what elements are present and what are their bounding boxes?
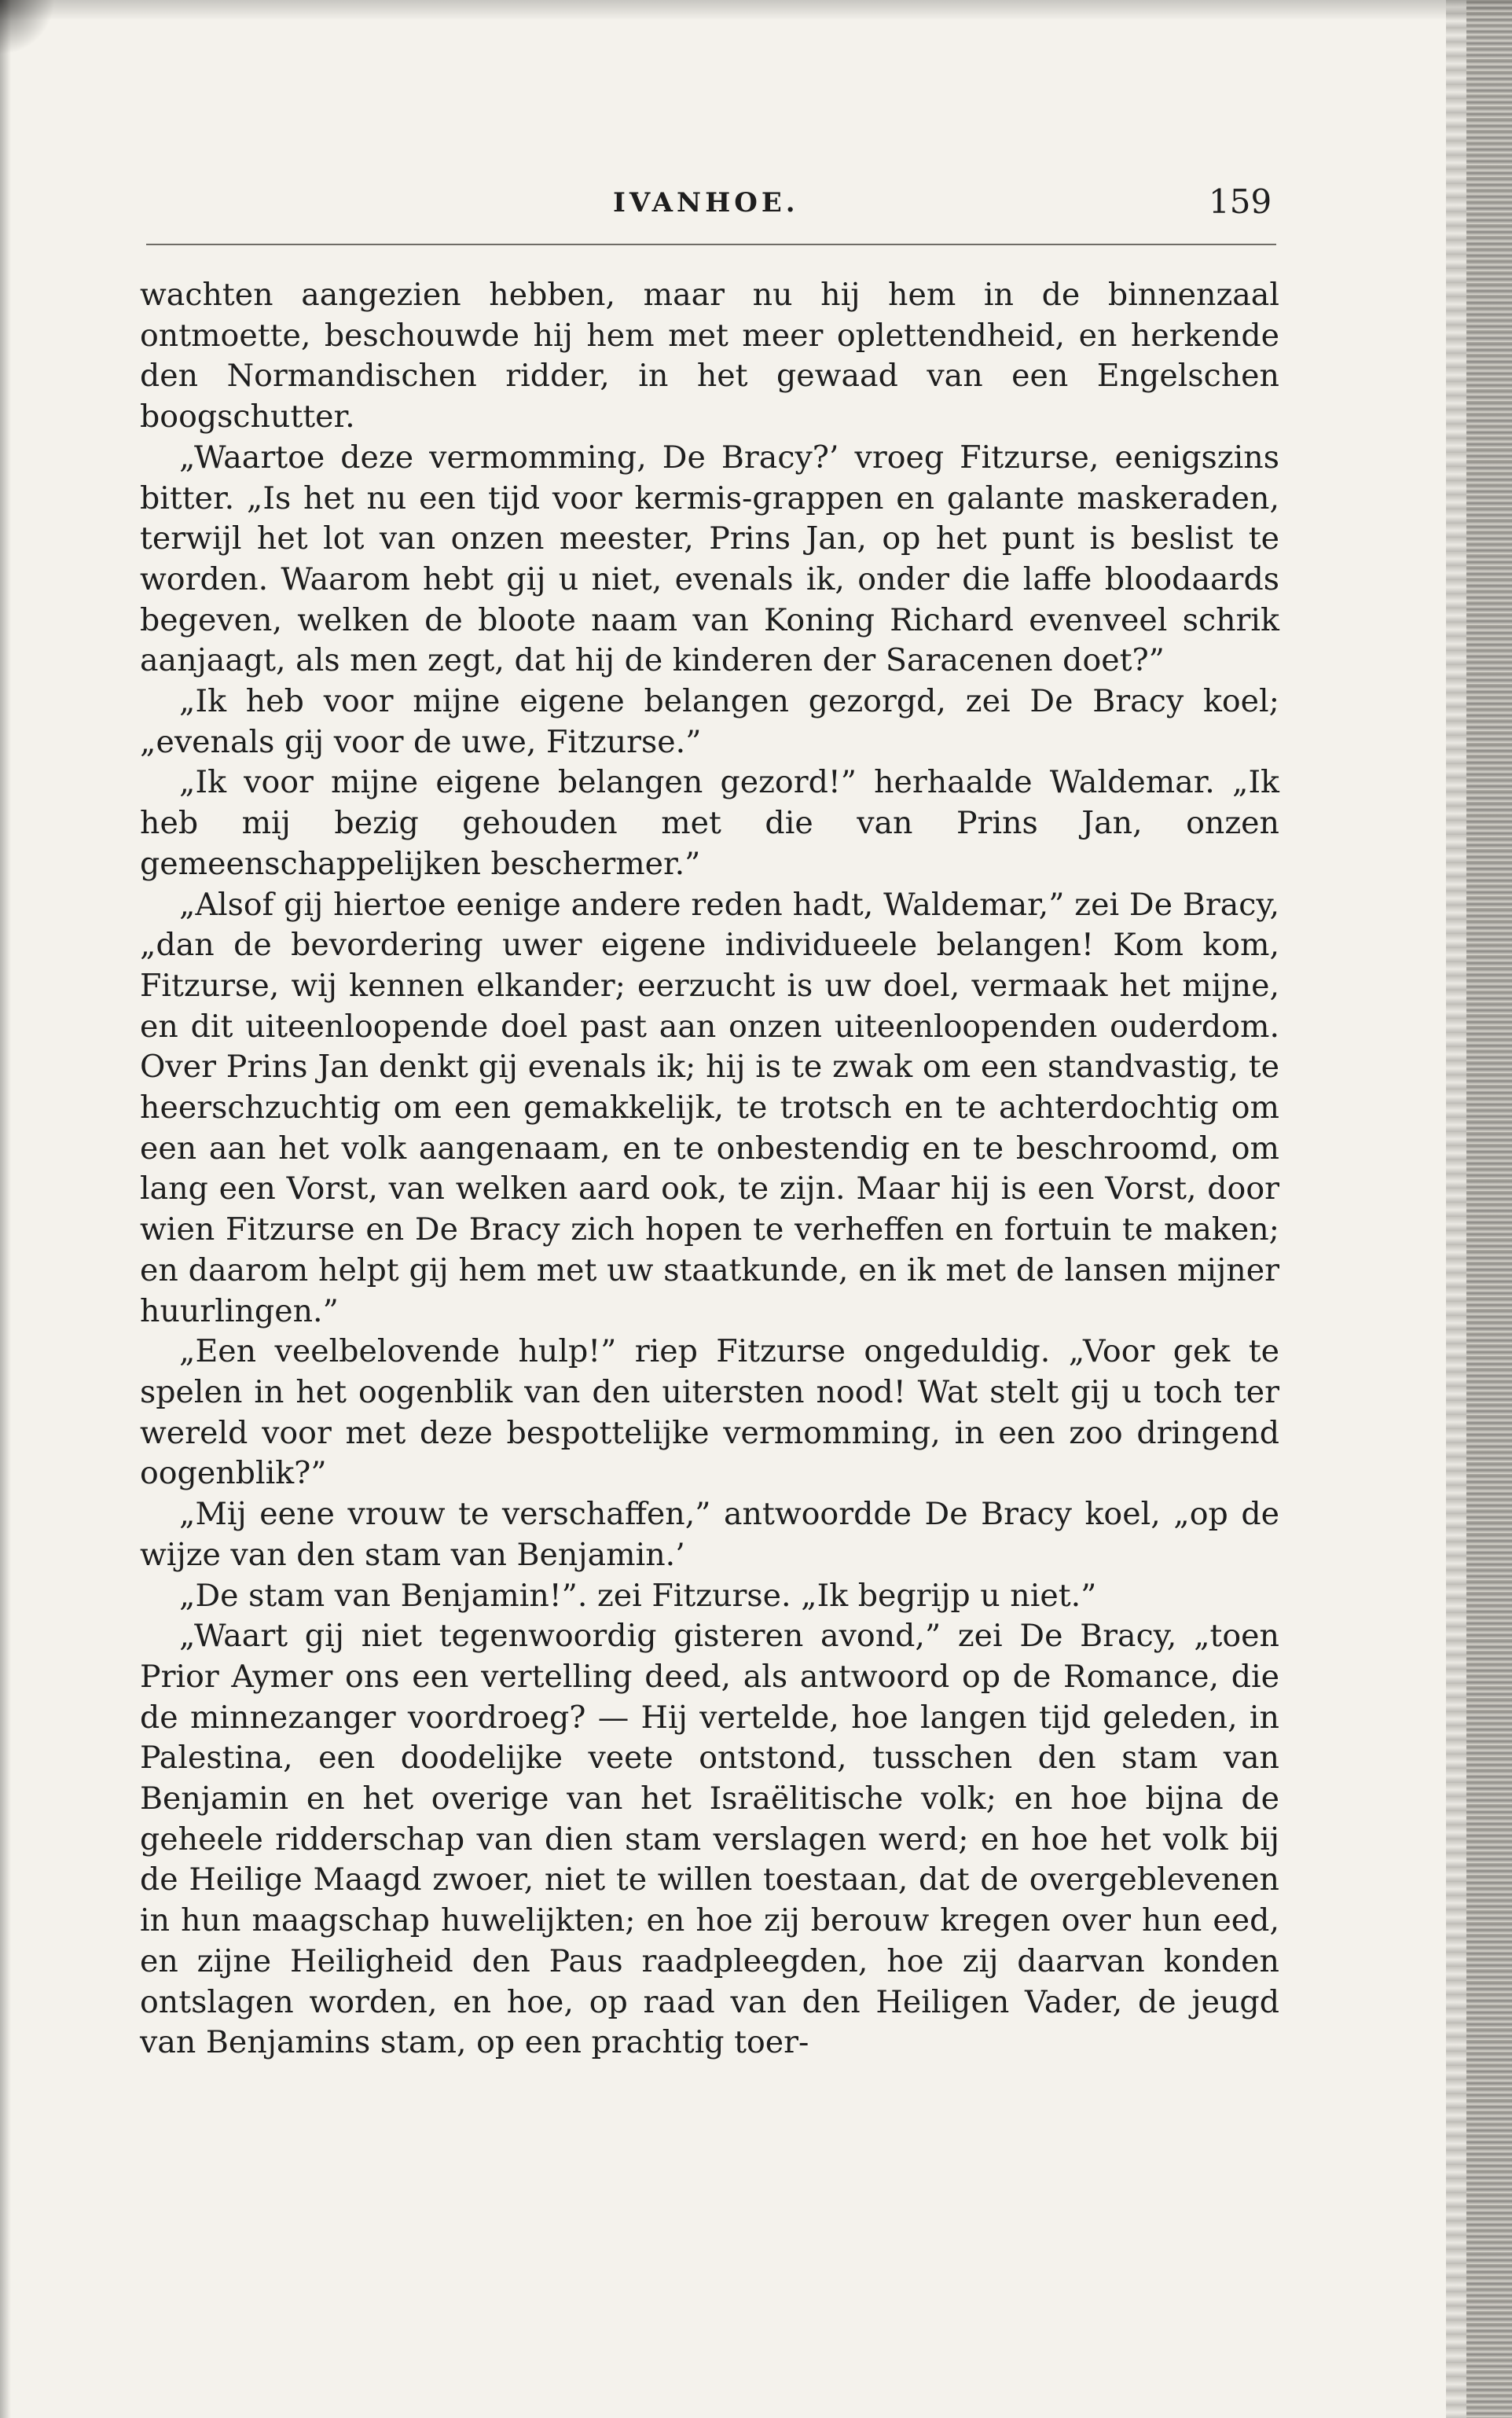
paragraph: „Waart gij niet tegenwoordig gisteren avond,” zei De Bracy, „toen Prior Aymer ons een vertelling deed, als antwoord op de Romance, die de minnezanger voordroeg? — Hij vertelde, hoe langen tijd geleden, in Palestina, een doodelijke veete ontstond, tusschen den stam van Benjamin en het overige van het Israëlitische volk; en hoe bijna de geheele ridderschap van dien stam verslagen werd; en hoe het volk bij de Heilige Maagd zwoer, niet te willen toestaan, dat de overgeblevenen in hun maagschap huwelijkten; en hoe zij berouw kregen over hun eed, en zijne Heiligheid den Paus raadpleegden, hoe zij daarvan konden ontslagen worden, en hoe, op raad van den Heiligen Vader, de jeugd van Benjamins stam, op een prachtig toer- bbox=[140, 1618, 1279, 2061]
running-title: IVANHOE. bbox=[613, 187, 799, 219]
scan-right-border bbox=[1466, 0, 1512, 2418]
paragraph: „Ik heb voor mijne eigene belangen gezorgd, zei De Bracy koel; „evenals gij voor de uwe, Fitzurse.” bbox=[140, 683, 1279, 760]
header-rule bbox=[146, 244, 1276, 245]
scan-right-noise bbox=[1446, 0, 1466, 2418]
paragraph: „Alsof gij hiertoe eenige andere reden hadt, Waldemar,” zei De Bracy, „dan de bevordering uwer eigene individueele belangen! Kom kom, Fitzurse, wij kennen elkander; eerzucht is uw doel, vermaak het mijne, en dit uiteenloopende doel past aan onzen uiteenloopenden ouderdom. Over Prins Jan denkt gij evenals ik; hij is te zwak om een standvastig, te heerschzuchtig om een gemakkelijk, te trotsch en te achterdochtig om een aan het volk aangenaam, en te onbestendig en te beschroomd, om lang een Vorst, van welken aard ook, te zijn. Maar hij is een Vorst, door wien Fitzurse en De Bracy zich hopen te verheffen en fortuin te maken; en daarom helpt gij hem met uw staatkunde, en ik met de lansen mijner huurlingen.” bbox=[140, 886, 1279, 1329]
paragraph: „Een veelbelovende hulp!” riep Fitzurse ongeduldig. „Voor gek te spelen in het oogenblik van den uitersten nood! Wat stelt gij u toch ter wereld voor met deze bespottelijke vermomming, in een zoo dringend oogenblik?” bbox=[140, 1333, 1279, 1492]
paragraph: „Mij eene vrouw te verschaffen,” antwoordde De Bracy koel, „op de wijze van den stam van Benjamin.’ bbox=[140, 1496, 1279, 1573]
paragraph: „De stam van Benjamin!”. zei Fitzurse. „Ik begrijp u niet.” bbox=[179, 1577, 1097, 1614]
paragraph: „Waartoe deze vermomming, De Bracy?’ vroeg Fitzurse, eenigszins bitter. „Is het nu een tijd voor kermis-grappen en galante maskeraden, terwijl het lot van onzen meester, Prins Jan, op het punt is beslist te worden. Waarom hebt gij u niet, evenals ik, onder die laffe bloodaards begeven, welken de bloote naam van Koning Richard evenveel schrik aanjaagt, als men zegt, dat hij de kinderen der Saracenen doet?” bbox=[140, 439, 1279, 679]
body-text bbox=[140, 275, 1279, 2063]
paragraph: „Ik voor mijne eigene belangen gezord!” herhaalde Waldemar. „Ik heb mij bezig gehouden met die van Prins Jan, onzen gemeenschappelijken beschermer.” bbox=[140, 764, 1279, 882]
scan-top-shadow bbox=[0, 0, 1512, 20]
page-number: 159 bbox=[1209, 182, 1272, 221]
scan-left-shadow bbox=[0, 0, 11, 2418]
paragraph: wachten aangezien hebben, maar nu hij hem in de binnenzaal ontmoette, beschouwde hij hem met meer oplettendheid, en herkende den Normandischen ridder, in het gewaad van een Engelschen boogschutter. bbox=[140, 277, 1279, 435]
scan-corner-smudge bbox=[0, 0, 55, 55]
